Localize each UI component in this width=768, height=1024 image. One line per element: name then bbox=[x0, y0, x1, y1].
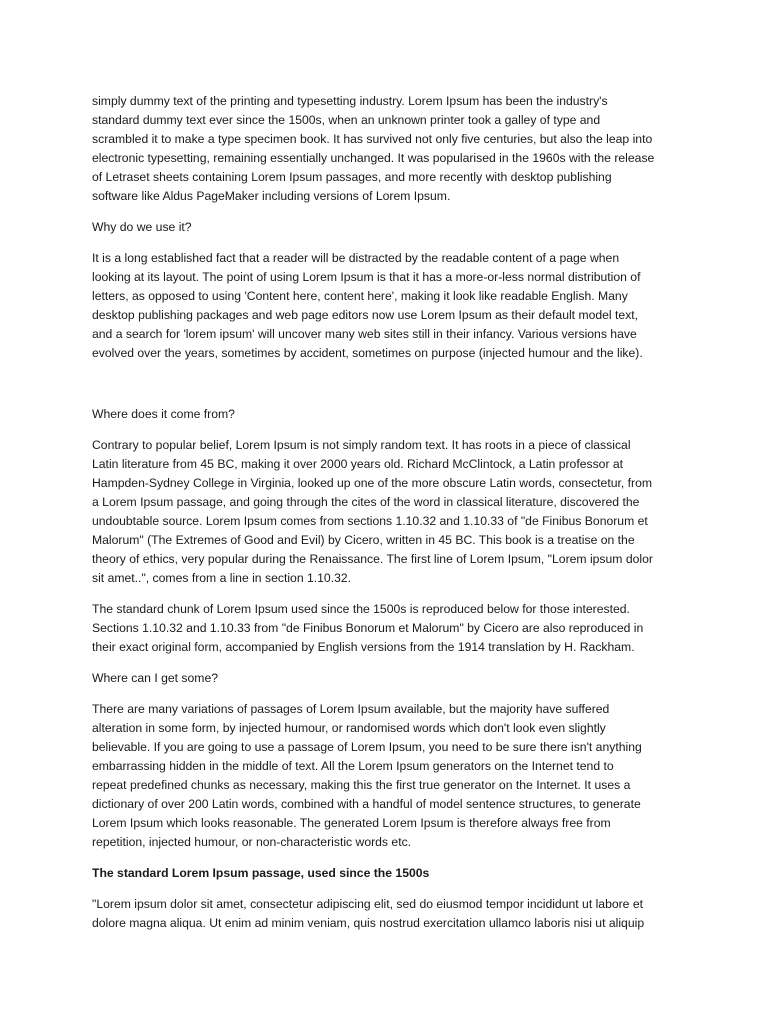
document-body bbox=[92, 92, 678, 945]
section-spacer bbox=[92, 375, 678, 405]
heading-where-get: Where can I get some? bbox=[92, 671, 218, 685]
intro-paragraph: simply dummy text of the printing and typesetting industry. Lorem Ipsum has been the industry's standard dummy text ever since the 1500s, when an unknown printer took a galley of type and scrambled it to make a type specimen book. It has survived not only five centuries, but also the leap into electronic typesetting, remaining essentially unchanged. It was popularised in the 1960s with the release of Letraset sheets containing Lorem Ipsum passages, and more recently with desktop publishing software like Aldus PageMaker including versions of Lorem Ipsum. bbox=[92, 94, 655, 203]
standard-chunk-paragraph: The standard chunk of Lorem Ipsum used since the 1500s is reproduced below for those interested. Sections 1.10.32 and 1.10.33 from "de Finibus Bonorum et Malorum" by Cicero are also reproduced in their exact original form, accompanied by English versions from the 1914 translation by H. Rackham. bbox=[92, 602, 644, 654]
heading-where-from: Where does it come from? bbox=[92, 407, 235, 421]
where-get-paragraph: There are many variations of passages of Lorem Ipsum available, but the majority have suffered alteration in some form, by injected humour, or randomised words which don't look even slightly believable. If you are going to use a passage of Lorem Ipsum, you need to be sure there isn't anything embarrassing hidden in the middle of text. All the Lorem Ipsum generators on the Internet tend to repeat predefined chunks as necessary, making this the first true generator on the Internet. It uses a dictionary of over 200 Latin words, combined with a handful of model sentence structures, to generate Lorem Ipsum which looks reasonable. The generated Lorem Ipsum is therefore always free from repetition, injected humour, or non-characteristic words etc. bbox=[92, 702, 642, 849]
where-from-paragraph: Contrary to popular belief, Lorem Ipsum is not simply random text. It has roots in a piece of classical Latin literature from 45 BC, making it over 2000 years old. Richard McClintock, a Latin professor at Hampden-Sydney College in Virginia, looked up one of the more obscure Latin words, consectetur, from a Lorem Ipsum passage, and going through the cites of the word in classical literature, discovered the undoubtable source. Lorem Ipsum comes from sections 1.10.32 and 1.10.33 of "de Finibus Bonorum et Malorum" (The Extremes of Good and Evil) by Cicero, written in 45 BC. This book is a treatise on the theory of ethics, very popular during the Renaissance. The first line of Lorem Ipsum, "Lorem ipsum dolor sit amet..", comes from a line in section 1.10.32. bbox=[92, 438, 653, 585]
heading-standard-passage: The standard Lorem Ipsum passage, used since the 1500s bbox=[92, 866, 430, 880]
why-paragraph: It is a long established fact that a reader will be distracted by the readable content of a page when looking at its layout. The point of using Lorem Ipsum is that it has a more-or-less normal distribution of letters, as opposed to using 'Content here, content here', making it look like readable English. Many desktop publishing packages and web page editors now use Lorem Ipsum as their default model text, and a search for 'lorem ipsum' will uncover many web sites still in their infancy. Various versions have evolved over the years, sometimes by accident, sometimes on purpose (injected humour and the like). bbox=[92, 251, 643, 360]
heading-why-use-it: Why do we use it? bbox=[92, 220, 192, 234]
standard-passage-paragraph: "Lorem ipsum dolor sit amet, consectetur adipiscing elit, sed do eiusmod tempor incididunt ut labore et dolore magna aliqua. Ut enim ad minim veniam, quis nostrud exercitation ullamco laboris nisi ut aliquip bbox=[92, 897, 645, 930]
